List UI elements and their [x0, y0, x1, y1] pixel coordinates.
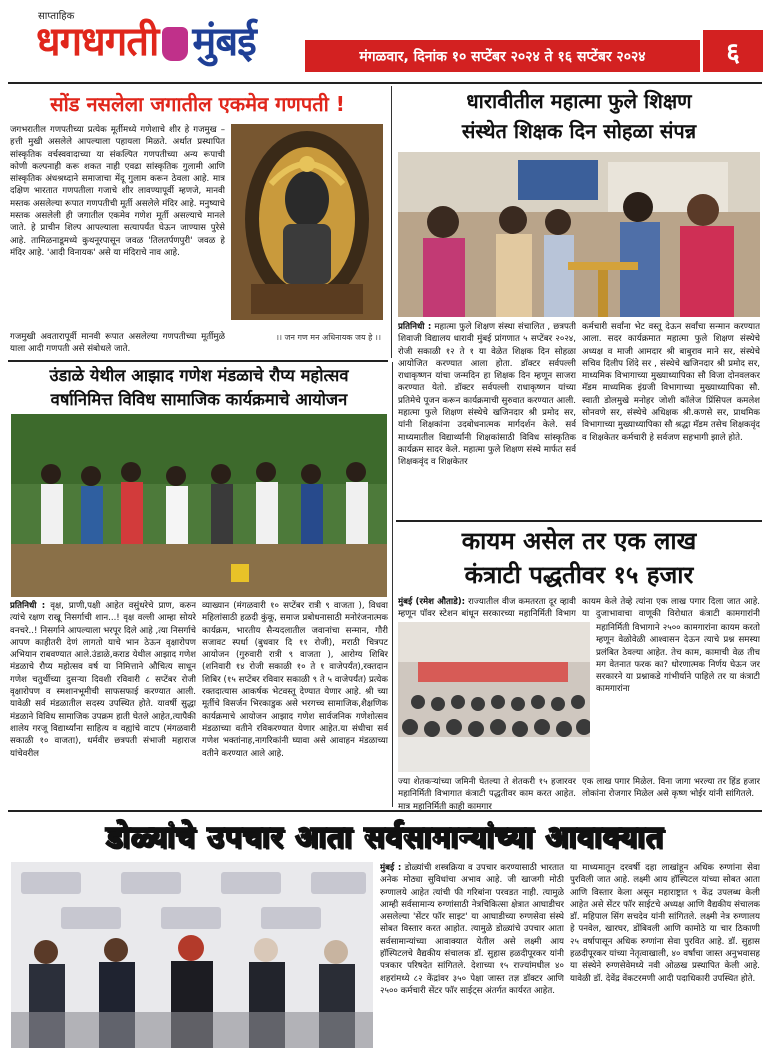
protest-photo: [398, 622, 590, 772]
article5-body-left-text: डोळ्यांची शस्त्रक्रिया व उपचार करण्यासाठी भारतात अनेक मोठ्या सुविधांचा अभाव आहे. जी खाजगी मोठी रुग्णालये आहेत त्यांची फी गरिबांना परवडत नाही. त्यामुळे आम्ही सर्वसामान्य रुग्णांसाठी नेत्रचिकित्सा क्षेत्रात आघाडीचर असलेल्या 'सेंटर फॉर साइट' या आघाडीच्या रुग्णसेवा संस्थे सोबत विस्तार करत आहोत. त्यामुळे डोळ्यांचे उपचार आता सर्वसामान्यांच्या आवाक्यात येतील असे लक्ष्मी आय हॉस्पिटलचे वैद्यकीय संचालक डॉ. सुहास हळदीपूरकर यांनी पत्रकार परिषदेत सांगितले. देशाच्या १५ राज्यांमधील ४० शहरांमध्ये ८२ केंद्रांवर ३५० पेक्षा जास्त तज्ञ डॉक्टर आणि २५०० कर्मचारी सेंटर फॉर साईट्स अंतर्गत कार्यरत आहेत.: [380, 863, 564, 996]
article2-divider: [396, 520, 762, 522]
masthead-tagline: साप्ताहिक: [38, 11, 75, 22]
article2-headline: [396, 86, 762, 148]
masthead-title: [36, 20, 256, 64]
teachers-day-photo: [398, 152, 760, 317]
article3-headline-line2: वर्षानिमित्त विविध सामाजिक कार्यक्रमाचे आयोजन: [50, 390, 348, 409]
article3-body-right: व्याख्यान (मंगळवारी १० सप्टेंबर रात्री ९ वाजता ), विधवा महिलांसाठी हळदी कुंकू, समाज प्रबोधनासाठी मनोरंजनात्मक कार्यक्रम, भारतीय सैन्यदलातील जवानांचा सन्मान, गौरी सजावट स्पर्धा (बुधवार दि ११ रोजी), मराठी चित्रपट आयोजन (गुरुवारी रात्री ९ वाजता ), आरोग्य शिबिर (शनिवारी १४ रोजी सकाळी १० ते १ वाजेपर्यंत),रक्तदान शिबिर (१५ सप्टेंबर रविवार सकाळी ९ ते ५ वाजेपर्यंत) प्रत्येक रक्तदात्यास आकर्षक भेटवस्तू देण्यात येणार आहे. श्री च्या मूर्तीचे विसर्जन भिरकाडुक असे भरगच्च सामाजिक,शैक्षणिक कार्यक्रमाचे आयोजन आझाद गणेश सार्वजनिक गणेशोत्सव मंडळाच्या वतीने रविकरण्यात येणार आहेत.या संधीचा सर्व गणेश भक्तांनाह,नागरिकांनी घ्यावा असे आवाहन मंडळाच्या वतीने करण्यात आले आहे.: [202, 601, 388, 759]
press-conference-photo: [11, 862, 373, 1048]
date-bar: मंगळवार, दिनांक १० सप्टेंबर २०२४ ते १६ सप्टेंबर २०२४: [305, 40, 700, 72]
article5-byline: मुंबई :: [380, 863, 402, 873]
article4-headline: [396, 524, 762, 594]
tree-plantation-photo: [11, 414, 387, 597]
article4-body-right-mid: महानिर्मिती विभागाने २५०० कामगारांना कायम करतो म्हणून वेळोवेळी आश्वासन देऊन त्याचे प्रश्न समस्या प्रलंबित ठेवल्या आहेत. तेच काम, कामाची वेळ तीच मग वेतनात फरक का? धोरणात्मक निर्णय घेऊन जर सरकारने या प्रश्नाकडे गांभीर्याने पाहिले तर या कंत्राटी कामगारांना: [596, 623, 760, 695]
article3-headline: [10, 364, 388, 412]
page-number: ६: [703, 30, 763, 72]
article2-headline-line1: धारावीतील महात्मा फुले शिक्षण: [466, 89, 692, 113]
article4-body-left-text: राज्यातील वीज कमतरता दूर व्हावी म्हणून पॉवर स्टेशन बांधून सरकारच्या महानिर्मिती विभाग: [398, 597, 576, 620]
article2-body-right: कर्मचारी सर्वांना भेट वस्तू देऊन सर्वांचा सन्मान करण्यात आला. सदर कार्यक्रमात महात्मा फुले शिक्षण संस्थेचे अध्यक्ष व माजी आमदार श्री बाबुराव माने सर, संस्थेचे सचिव दिलीप शिंदे सर , संस्थेचे खजिनदार श्री प्रमोद सर, माध्यमिक विभागाच्या मुख्याध्यापिका सौ विजा दोनवलकर मॅडम माध्यमिक इंग्रजी विभागाच्या मुख्याध्यापिका सौ. स्वाती डोलमुखे मनोहर जोशी कॉलेज प्रिंसिपल कमलेश सोनवणे सर, संस्थेचे अधिक्षक श्री.कणसे सर, प्राथमिक विभागाच्या मुख्याध्यापिका सौ श्रद्धा मॅडम तसेच शिक्षकवृंद व शिक्षकेतर कर्मचारी हे सर्वजण सहभागी झाले होते.: [582, 322, 760, 443]
article4-body-left: [398, 596, 576, 620]
article2-headline-line2: संस्थेत शिक्षक दिन सोहळा संपन्न: [461, 119, 697, 143]
article4-byline: मुंबई (रमेश औताडे):: [398, 597, 466, 607]
fist-icon: [162, 27, 188, 61]
article1-body-continued: गजमुखी अवतारापूर्वी मानवी रूपात असलेल्या गणपतीच्या मूर्तीमुळे याला आदी गणपती असे संबोधले जाते.: [10, 332, 225, 355]
masthead-divider: [8, 82, 762, 84]
masthead-title-part1: धगधगती: [36, 19, 159, 65]
article1-caption: ।। जन गण मन अधिनायक जय हे ।।: [275, 333, 381, 342]
article5-headline: डोळ्यांचे उपचार आता सर्वसामान्यांच्या आवाक्यात: [106, 820, 664, 855]
article3-headline-line1: उंडाळे येथील आझाद गणेश मंडळाचे रौप्य महोत्सव: [49, 366, 349, 385]
masthead-logo: [6, 8, 296, 78]
article2-body-left: [398, 321, 576, 517]
column-divider-middle: [392, 362, 393, 807]
article3-body-left-text: वृक्ष, प्राणी,पक्षी आहेत वसुंधरेचे प्राण, करुन त्यांचे रक्षण राखू निसर्गाची शान...! वृक्ष वल्ली आम्हा सोयरे वनचरे..! निसर्गाने आपल्याला भरपूर दिले आहे ,त्या निसर्गाचे आपण काहीतरी देणं लागतो याचे भान ठेऊन वृक्षारोपण अभियान राबवण्यात आले.उंडाळे,कराड येथील आझाद गणेश मंडळाचे रौप्य महोत्सव वर्ष या निमित्ताने औचित्य साधून गणेश चतुर्थीच्या दुसऱ्या दिवशी रविवारी ८ सप्टेंबर रोजी वृक्षारोपण व स्मशानभूमीची साफसफाई करण्यात आली. यावेळी सर्व मंडळातील सदस्य उपस्थित होते. यावर्षी सुद्धा मंडळाने विविध सामाजिक उपक्रम हाती घेतले आहेत,त्यापैकी शालेय गरजू विद्यार्थ्यांना साहित्य व वह्यांचे वाटप (मंगळवारी सकाळी १० वाजता), धर्मवीर छत्रपती संभाजी महाराज यांचेवरील: [10, 601, 196, 759]
article2-body-left-text: महात्मा फुले शिक्षण संस्था संचालित , छत्रपती शिवाजी विद्यालय धारावी मुंबई प्रांगणात ५ सप्टेंबर २०२४, रोजी सकाळी १२ ते १ या वेळेत शिक्षक दिन सोहळा आयोजित करण्यात आला होता. डॉक्टर सर्वपल्ली राधाकृष्णन यांचा जन्मदिन हा शिक्षक दिन म्हणून साजरा करण्यात येतो. डॉक्टर सर्वपल्ली राधाकृष्णन यांच्या प्रतिमेचे पूजन करून कार्यक्रमाची सुरुवात करण्यात आली. महात्मा फुले शिक्षण संस्थेचे खजिनदार श्री प्रमोद सर, यांनी शिक्षकांना उदबोधनात्मक मार्गदर्शन केले. सर्व माध्यमातील विद्यार्थ्यांनी शिक्षकांसाठी विविध सांस्कृतिक कार्यक्रम सादर केले. महात्मा फुले शिक्षण संस्थे मार्फत सर्व शिक्षकवृंद व शिक्षकेतर: [398, 322, 576, 468]
article2-byline: प्रतिनिधी :: [398, 322, 432, 332]
bottom-section-divider: [8, 810, 762, 812]
ganesh-idol-photo: [231, 124, 383, 320]
article3-byline: प्रतिनिधी :: [10, 601, 46, 611]
article4-body-bottom-left: ज्या शेतकऱ्यांच्या जमिनी घेतल्या ते शेतकरी १५ हजारवर महानिर्मिती विभागात कंत्राटी पद्धतीवर काम करत आहेत. मात्र महानिर्मिती काही कामगार: [398, 777, 576, 810]
article5-body-right: या माध्यमातून दरवर्षी दहा लाखांहून अधिक रुग्णांना सेवा पुरविली जात आहे. लक्ष्मी आय हॉस्पिटल यांच्या सोबत आता आणि विस्तार केला असून महाराष्ट्रात ९ केंद्र उपलब्ध केली आहेत असे सेंटर फॉर साईटचे अध्यक्ष आणि वैद्यकीय संचालक डॉ. महिपाल सिंग सचदेव यांनी सांगितले. लक्ष्मी नेत्र रुग्णालय हे पनवेल, खारघर, डोंबिवली आणि कामोठे या चार ठिकाणी २५ वर्षापासून अधिक रुग्णांना सेवा पुरवित आहे. डॉ. सुहास हळदीपूरकर यांच्या नेतृत्वाखाली, ४० वर्षांचा जास्त अनुभवासह या संस्थेने रुग्णसेवेमध्ये नवी ओळख प्रस्थापित केली आहे. यावेळी डॉ. देवेंद्र वेंकटरमणी आदी पदाधिकारी उपस्थित होते.: [570, 863, 760, 984]
article1-headline: सोंड नसलेला जगातील एकमेव गणपती !: [50, 92, 345, 116]
column-divider-top: [391, 86, 392, 358]
article5-body-left: [380, 862, 564, 1050]
article1-body: जगभरातील गणपतीच्या प्रत्येक मूर्तीमध्ये गणेशाचे शीर हे गजमुख – हत्ती मुखी असलेले आपल्याला पहायला मिळते. अर्थात प्रस्थापित सांस्कृतिक वर्चस्ववादाच्या या संकल्पित गणपतीच्या अन्य रूपाची कोणी कल्पनाही करू शकत नाही एवढा सांस्कृतिक गुलामी आणि सांस्कृतिक अंधश्रध्दाने समाजाचा मेंदू गुलाम करून ठेवला आहे. मात्र दक्षिण भारतात गणपतीला गजाचे शीर लावण्यापूर्वी म्हणजे, मानवी मस्तक असलेल्या रूपात गणपतीची मूर्ती असलेले मंदिर आहे. मनुष्याचे मस्तक असलेली ही जगातील एकमेव गणेश मूर्ती असल्याचे मानले जाते. हे प्राचीन शिल्प आपल्याला सत्यापर्यंत घेऊन जाण्यास पुरेसे आहे. तामिळनाडूमध्ये कुथनूरपासून जवळ 'तिलतर्पणपुरी' जवळ हे मंदिर आहे. 'आदी विनायक' असे या मंदिराचे नाव आहे.: [10, 125, 225, 258]
article4-headline-line2: कंत्राटी पद्धतीवर १५ हजार: [464, 561, 694, 589]
article4-body-right-top: कायम केले तेव्हे त्यांना एक लाख पगार दिला जात आहे. या दुजाभावाचा वाणूकी विरोधात कंत्राटी कामगारांनी: [582, 597, 760, 620]
article4-body-bottom-right: एक लाख पगार मिळेल. विना जागा भरल्या तर हिंड हजार लोकांना रोजगार मिळेल असे कृष्ण भोईर यांनी सांगितले.: [582, 777, 760, 800]
article1-divider: [8, 360, 388, 362]
article3-body-left: [10, 600, 196, 802]
masthead-title-part2: मुंबई: [192, 19, 256, 65]
article4-headline-line1: कायम असेल तर एक लाख: [461, 527, 697, 555]
